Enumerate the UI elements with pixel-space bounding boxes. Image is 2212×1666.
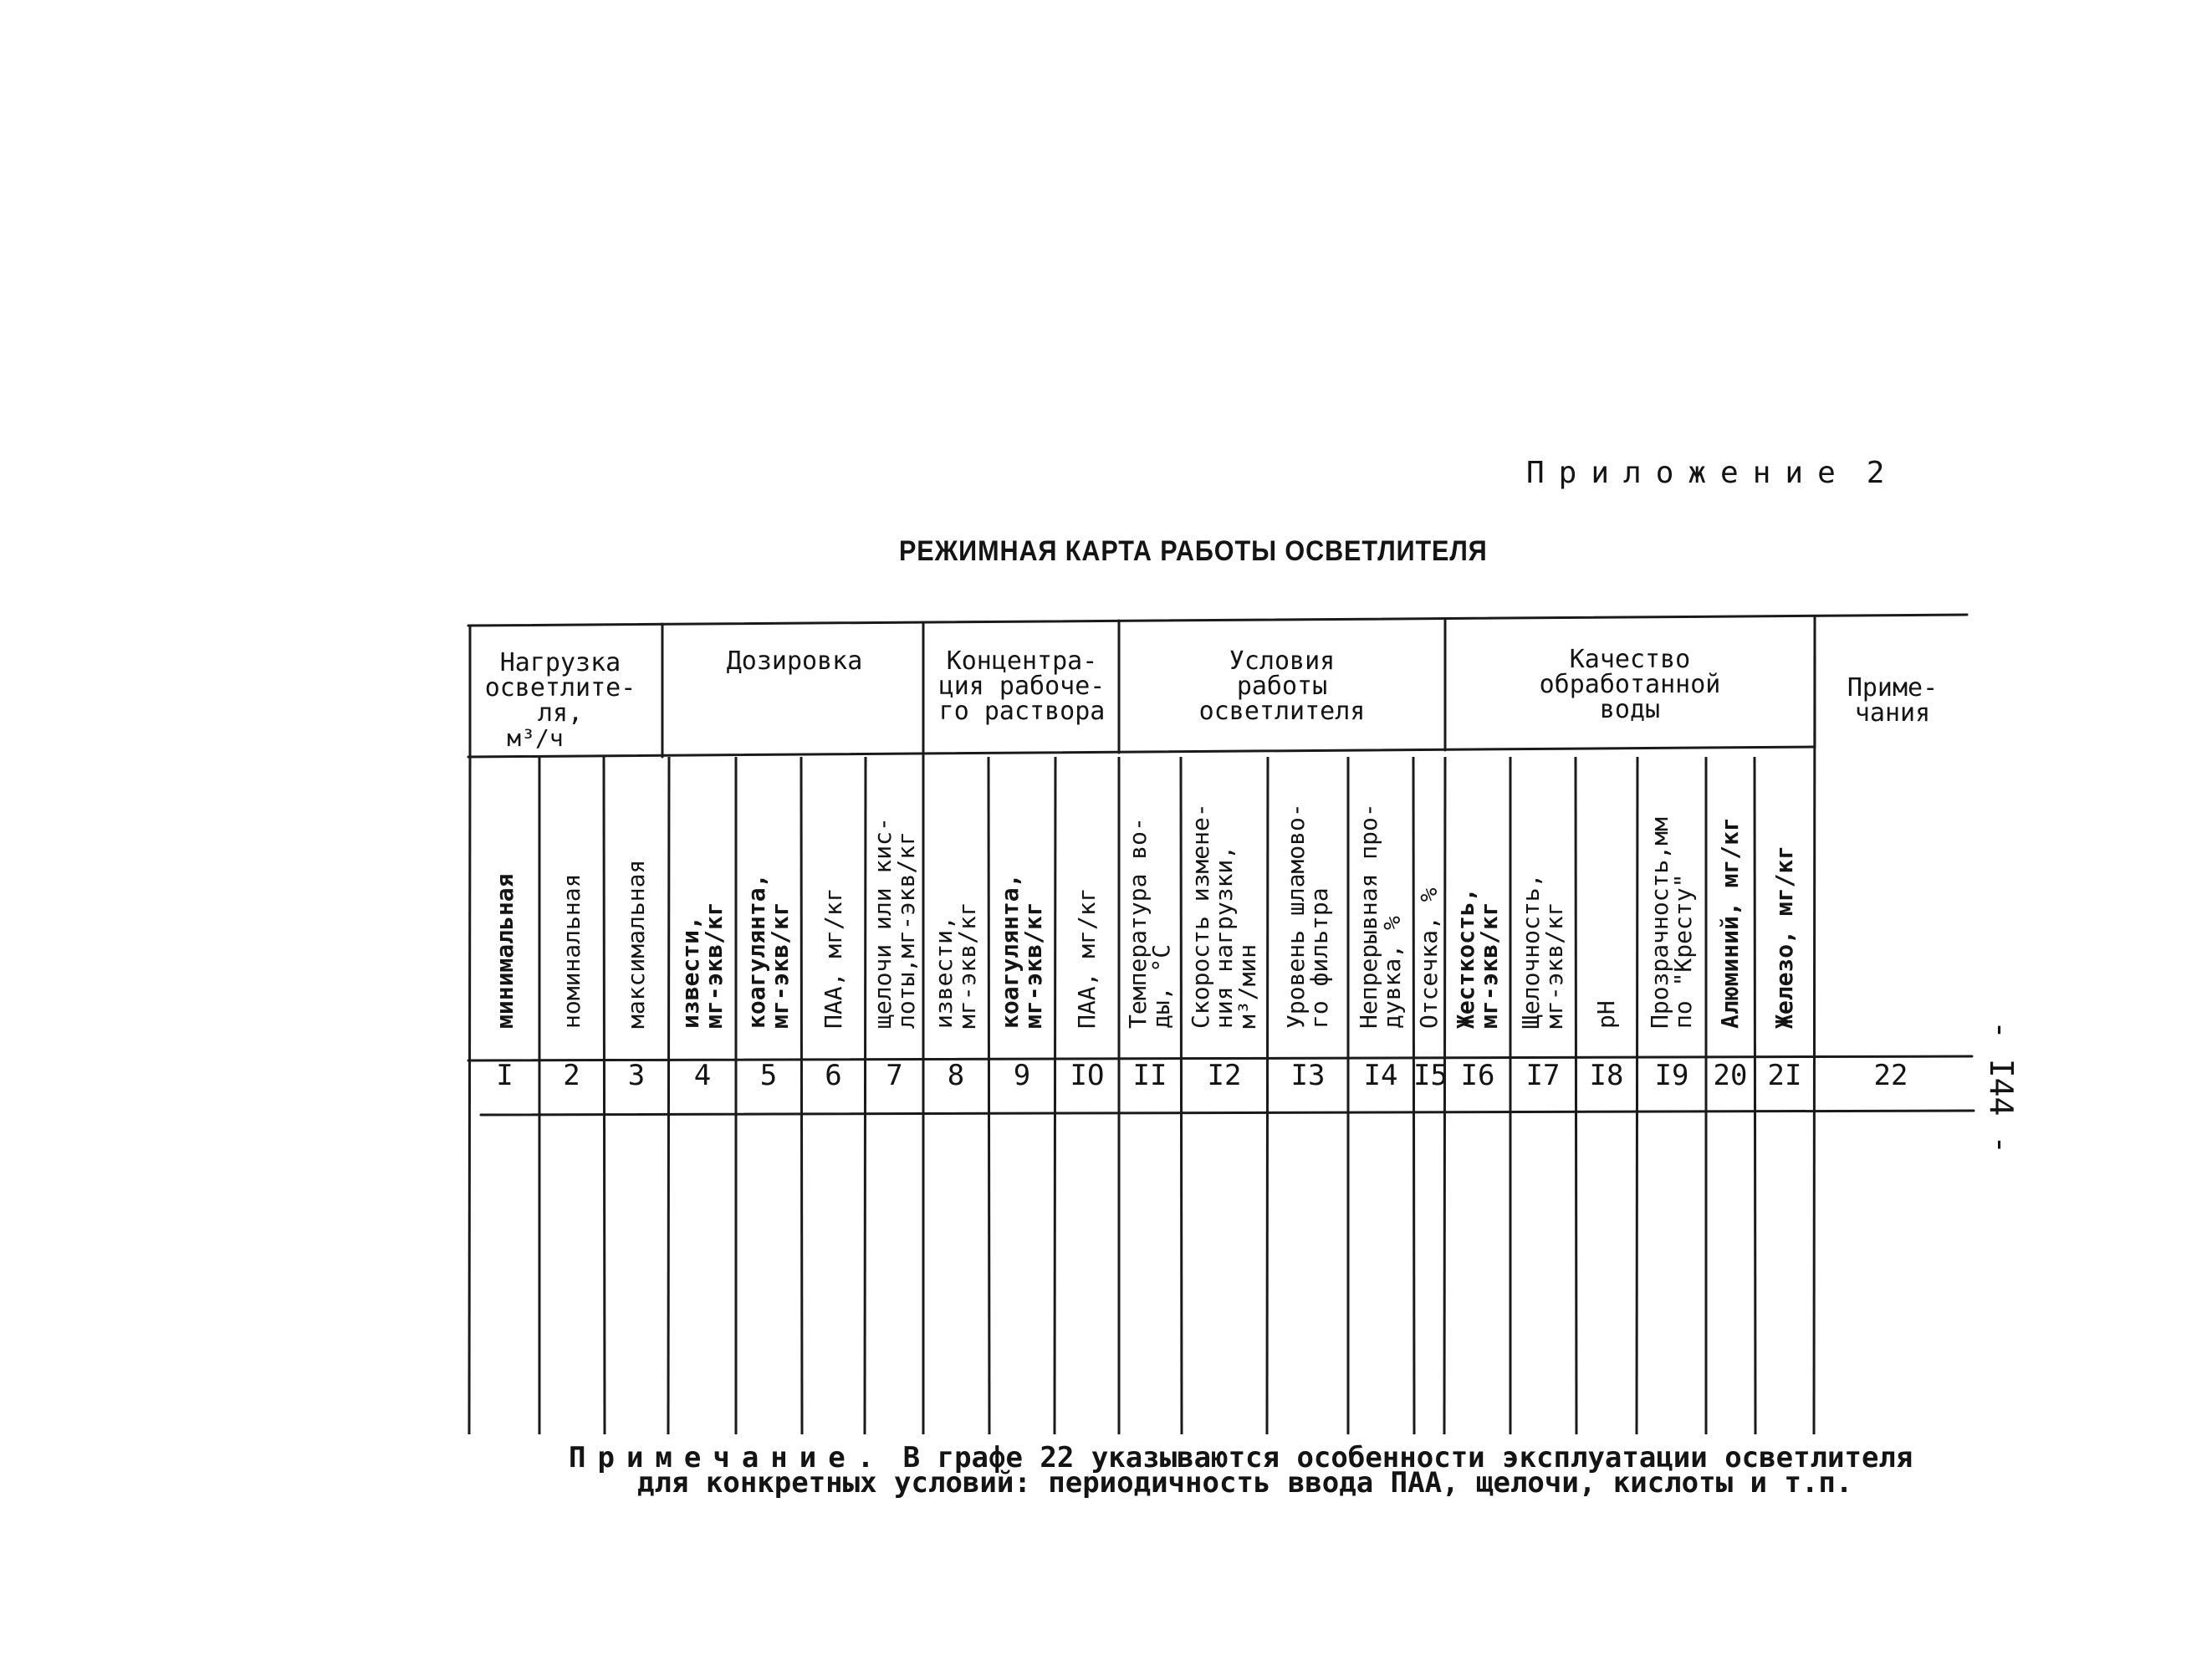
footnote-line-1: В графе 22 указываются особенности эксплуатации осветлителя bbox=[902, 1441, 1913, 1474]
column-separator bbox=[1181, 757, 1182, 1434]
group-header-conditions: Условия работы осветлителя bbox=[1198, 646, 1366, 726]
column-number-21: 2I bbox=[1767, 1059, 1802, 1092]
footnote bbox=[569, 1441, 1913, 1500]
column-header-13: Уровень шламово- го фильтра bbox=[1282, 803, 1333, 1029]
column-header-10: ПАА, мг/кг bbox=[1073, 887, 1101, 1029]
column-number-6: 6 bbox=[825, 1059, 842, 1092]
column-number-3: 3 bbox=[627, 1059, 646, 1092]
column-number-14: I4 bbox=[1363, 1059, 1398, 1092]
column-number-19: I9 bbox=[1654, 1059, 1689, 1092]
column-number-16: I6 bbox=[1460, 1059, 1495, 1092]
column-number-4: 4 bbox=[693, 1059, 712, 1092]
table-top-rule bbox=[468, 615, 1967, 626]
column-number-13: I3 bbox=[1290, 1059, 1326, 1092]
column-separator bbox=[1413, 757, 1414, 1434]
column-number-18: I8 bbox=[1589, 1059, 1624, 1092]
column-separator bbox=[865, 757, 866, 1434]
column-header-21: Железо, мг/кг bbox=[1770, 845, 1798, 1029]
column-header-2: номинальная bbox=[557, 873, 585, 1029]
column-separator bbox=[604, 757, 605, 1434]
column-separator bbox=[1444, 757, 1445, 1434]
column-header-1: минимальная bbox=[490, 873, 519, 1029]
column-number-11: II bbox=[1132, 1059, 1167, 1092]
load-unit-label: м³/ч bbox=[507, 724, 564, 752]
number-row-rule bbox=[481, 1111, 1974, 1115]
column-header-19: Прозрачность,мм по "Кресту" bbox=[1646, 817, 1697, 1029]
column-header-8: извести, мг-экв/кг bbox=[930, 902, 981, 1029]
appendix-label: Приложение bbox=[1526, 456, 1850, 490]
column-number-5: 5 bbox=[759, 1059, 778, 1092]
group-header-concentration: Концентра- ция рабоче- го раствора bbox=[938, 646, 1106, 726]
column-header-9: коагулянта, мг-экв/кг bbox=[996, 873, 1047, 1029]
column-header-16: Жесткость, мг-экв/кг bbox=[1452, 887, 1503, 1029]
document-title: РЕЖИМНАЯ КАРТА РАБОТЫ ОСВЕТЛИТЕЛЯ bbox=[899, 535, 1488, 567]
column-separator bbox=[1814, 619, 1815, 1434]
group-header-notes: Приме- чания bbox=[1847, 673, 1939, 728]
column-header-6: ПАА, мг/кг bbox=[819, 887, 847, 1029]
column-header-17: Щелочность, мг-экв/кг bbox=[1517, 873, 1568, 1029]
column-header-18: pH bbox=[1592, 1000, 1620, 1029]
column-header-7: щелочи или кис- лоты,мг-экв/кг bbox=[868, 817, 920, 1029]
column-number-15: I5 bbox=[1413, 1059, 1448, 1092]
page-number: - I44 - bbox=[1983, 1020, 2020, 1155]
column-number-12: I2 bbox=[1207, 1059, 1242, 1092]
appendix-number: 2 bbox=[1866, 456, 1885, 490]
footnote-line-2: для конкретных условий: периодичность ввода ПАА, щелочи, кислоты и т.п. bbox=[637, 1466, 1853, 1500]
column-number-9: 9 bbox=[1013, 1059, 1031, 1092]
column-header-12: Скорость измене- ния нагрузки, м³/мин bbox=[1187, 803, 1261, 1029]
column-separator bbox=[469, 757, 470, 1434]
column-number-7: 7 bbox=[886, 1059, 903, 1092]
column-number-2: 2 bbox=[563, 1059, 580, 1092]
column-number-1: I bbox=[496, 1059, 513, 1092]
column-number-20: 20 bbox=[1713, 1059, 1748, 1092]
column-number-8: 8 bbox=[947, 1059, 965, 1092]
column-header-4: извести, мг-экв/кг bbox=[677, 902, 728, 1029]
column-number-10: IO bbox=[1070, 1059, 1105, 1092]
column-number-17: I7 bbox=[1525, 1059, 1561, 1092]
group-header-quality: Качество обработанной воды bbox=[1539, 645, 1721, 724]
column-header-11: Температура во- ды, °С bbox=[1124, 817, 1175, 1029]
group-header-load: Нагрузка осветлите- ля, bbox=[484, 648, 636, 728]
column-header-5: коагулянта, мг-экв/кг bbox=[743, 873, 794, 1029]
column-header-3: максимальная bbox=[622, 859, 650, 1029]
column-separator bbox=[668, 757, 669, 1434]
column-header-15: Отсечка, % bbox=[1415, 887, 1443, 1029]
footnote-label: Примечание. bbox=[569, 1441, 886, 1474]
group-header-dosage: Дозировка bbox=[726, 646, 863, 676]
group-divider-rule bbox=[468, 747, 1815, 757]
column-separator bbox=[1267, 757, 1268, 1434]
column-header-14: Непрерывная про- дувка, % bbox=[1355, 803, 1406, 1029]
column-number-22: 22 bbox=[1873, 1059, 1908, 1092]
column-header-20: Алюминий, мг/кг bbox=[1716, 817, 1744, 1029]
column-separator bbox=[801, 757, 802, 1434]
